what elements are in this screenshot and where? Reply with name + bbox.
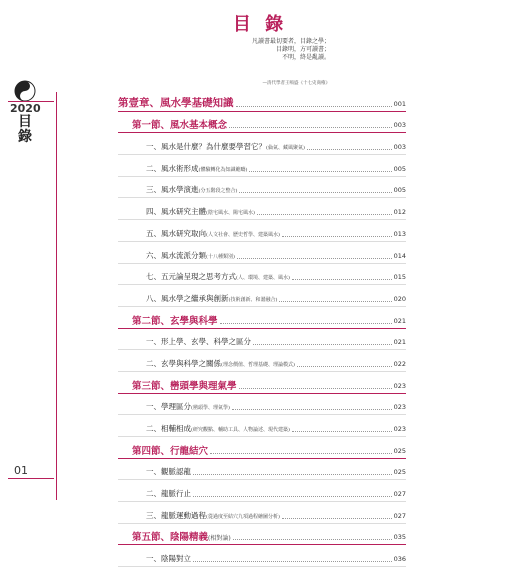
toc-page-number: 025: [393, 468, 406, 477]
toc-item[interactable]: [118, 350, 406, 372]
toc-entry-label: [118, 488, 191, 501]
toc-page-number: 023: [393, 425, 406, 433]
toc-page-number: 001: [393, 99, 406, 108]
toc-entry-title: 二、風水術形成: [146, 163, 199, 173]
toc-leader-dots: [239, 387, 392, 389]
toc-item[interactable]: [118, 329, 406, 351]
toc-entry-title: 二、龍脈行止: [146, 489, 191, 499]
toc-leader-dots: [229, 126, 392, 128]
toc-entry-label: [118, 443, 208, 458]
toc-leader-dots: [220, 322, 392, 324]
toc-section[interactable]: [118, 112, 406, 134]
toc-leader-dots: [236, 105, 392, 107]
toc-item[interactable]: [118, 242, 406, 264]
toc-leader-dots: [307, 148, 392, 150]
toc-entry-label: [118, 250, 235, 263]
toc-item[interactable]: [118, 177, 406, 199]
toc-page-number: 023: [393, 403, 406, 412]
toc-entry-note: (巒頭學、理氣學): [191, 405, 230, 412]
toc-entry-title: 一、風水是什麼？為什麼要學習它？: [146, 142, 266, 152]
toc-page-number: 015: [393, 273, 406, 282]
toc-entry-label: [118, 378, 237, 393]
toc-entry-label: [118, 529, 231, 544]
toc-leader-dots: [282, 517, 392, 519]
toc-entry-note: (陰宅風水、陽宅風水): [206, 210, 255, 217]
toc-entry-label: [118, 163, 247, 176]
toc-leader-dots: [257, 213, 392, 215]
toc-entry-note: (相對論): [208, 535, 231, 543]
toc-entry-label: [118, 510, 280, 523]
toc-entry-label: [118, 293, 277, 306]
toc-page-number: 036: [393, 555, 406, 564]
toc-page-number: 023: [393, 381, 406, 390]
yin-yang-logo-icon: [14, 80, 36, 102]
toc-page-number: 022: [393, 359, 406, 368]
toc-item[interactable]: [118, 394, 406, 416]
toc-item[interactable]: [118, 415, 406, 437]
epigraph-line: 目錄明，方可讀書；: [275, 46, 330, 53]
toc-entry-label: [118, 206, 255, 219]
toc-leader-dots: [193, 560, 392, 562]
sidebar-year: 2020: [10, 102, 41, 115]
toc-entry-label: [118, 358, 295, 371]
toc-entry-note: (倫氣、藏風聚氣): [266, 145, 305, 152]
toc-leader-dots: [279, 300, 391, 302]
table-of-contents: [118, 90, 406, 567]
toc-entry-label: [118, 95, 234, 111]
toc-page-number: 027: [393, 511, 406, 520]
toc-page-number: 027: [393, 490, 406, 499]
toc-entry-label: [118, 401, 230, 414]
toc-entry-title: 第四節、行龍結穴: [132, 445, 209, 457]
toc-section[interactable]: [118, 524, 406, 546]
toc-entry-note: (體驗轉化為知識範疇): [198, 166, 248, 173]
toc-entry-title: 一、觀脈認龍: [146, 467, 191, 477]
toc-entry-label: [118, 271, 290, 284]
toc-entry-title: 一、學理區分: [146, 402, 191, 412]
toc-item[interactable]: [118, 285, 406, 307]
toc-leader-dots: [233, 538, 392, 540]
toc-page-number: 020: [393, 294, 406, 303]
page-title: 目 錄: [232, 14, 288, 35]
toc-leader-dots: [237, 257, 392, 259]
toc-leader-dots: [232, 408, 392, 410]
toc-entry-title: 第五節、陰陽精義: [132, 532, 209, 544]
toc-section[interactable]: [118, 372, 406, 394]
toc-entry-title: 第三節、巒頭學與理氣學: [132, 380, 237, 392]
toc-entry-label: [118, 336, 251, 349]
toc-entry-label: [118, 228, 280, 241]
toc-leader-dots: [282, 235, 392, 237]
sidebar-label: 目錄: [18, 114, 32, 145]
toc-leader-dots: [297, 365, 392, 367]
page-number-rule: [8, 478, 54, 479]
toc-entry-title: 七、五元論呈現之思考方式: [146, 272, 236, 282]
toc-item[interactable]: [118, 198, 406, 220]
toc-leader-dots: [292, 278, 392, 280]
toc-item[interactable]: [118, 264, 406, 286]
toc-entry-note: (分五階段之整合): [198, 188, 238, 195]
toc-entry-note: (研究觀點、輔助工具、人物論述、現代建築): [191, 427, 290, 433]
toc-entry-title: 二、相輔相成: [146, 424, 191, 433]
toc-leader-dots: [193, 495, 392, 497]
toc-item[interactable]: [118, 155, 406, 177]
toc-entry-title: 三、龍脈運動過程: [146, 510, 206, 520]
toc-item[interactable]: [118, 502, 406, 524]
toc-page-number: 035: [393, 533, 406, 542]
epigraph-line: 不明，終是亂讀。: [281, 54, 330, 61]
toc-page-number: 005: [393, 164, 406, 173]
toc-page-number: 025: [393, 446, 406, 455]
toc-leader-dots: [239, 191, 391, 193]
toc-entry-title: 第一節、風水基本概念: [132, 120, 228, 132]
toc-item[interactable]: [118, 133, 406, 155]
toc-section[interactable]: [118, 307, 406, 329]
toc-entry-label: [118, 117, 227, 132]
toc-item[interactable]: [118, 480, 406, 502]
toc-entry-label: [118, 466, 191, 479]
sidebar-vertical-rule: [56, 92, 57, 500]
epigraph: [200, 38, 330, 62]
toc-leader-dots: [253, 343, 392, 345]
epigraph-line: 凡讀書最切要者，目錄之學；: [251, 38, 330, 45]
toc-section[interactable]: [118, 437, 406, 459]
toc-entry-note: (十八種類別): [206, 253, 235, 260]
toc-page-number: 003: [393, 143, 406, 152]
toc-entry-title: 六、風水流派分類: [146, 250, 206, 260]
toc-entry-title: 第壹章、風水學基礎知識: [118, 96, 234, 109]
toc-item[interactable]: [118, 459, 406, 481]
toc-page-number: 005: [393, 186, 406, 195]
toc-page-number: 012: [393, 208, 406, 217]
toc-entry-note: (技術創新、和諧融合): [228, 296, 278, 303]
toc-entry-title: 一、陰陽對立: [146, 554, 191, 564]
toc-page-number: 021: [393, 316, 406, 325]
toc-page-number: 013: [393, 229, 406, 238]
toc-entry-label: [118, 141, 305, 154]
toc-entry-note: (從過度至結穴九項過程繪圖分析): [206, 513, 280, 520]
toc-entry-title: 二、玄學與科學之關係: [146, 358, 221, 368]
toc-leader-dots: [193, 473, 392, 475]
toc-page-number: 014: [393, 251, 406, 260]
toc-page-number: 003: [393, 121, 406, 130]
toc-entry-title: 五、風水研究取向: [146, 228, 206, 238]
toc-entry-label: [118, 423, 290, 436]
toc-entry-title: 三、風水學演進: [146, 185, 199, 195]
toc-entry-note: (理念價值、哲理基礎、理論模式): [221, 361, 295, 368]
toc-entry-title: 八、風水學之繼承與創新: [146, 293, 229, 303]
toc-entry-title: 第二節、玄學與科學: [132, 315, 218, 327]
toc-page-number: 021: [393, 338, 406, 347]
toc-entry-label: [118, 313, 218, 328]
toc-entry-note: (人、環境、建築、風水): [236, 275, 290, 282]
toc-item[interactable]: [118, 545, 406, 567]
toc-entry-label: [118, 553, 191, 566]
page-number: 01: [14, 464, 28, 477]
epigraph-source: —清代學者王鳴盛《十七史商榷》: [262, 81, 330, 86]
toc-entry-title: 一、形上學、玄學、科學之區分: [146, 337, 251, 347]
toc-item[interactable]: [118, 220, 406, 242]
toc-entry-label: [118, 184, 237, 197]
toc-leader-dots: [292, 430, 392, 432]
toc-chapter[interactable]: [118, 90, 406, 112]
toc-leader-dots: [249, 170, 391, 172]
toc-entry-title: 四、風水研究主體: [146, 207, 206, 217]
toc-leader-dots: [210, 452, 392, 454]
toc-entry-note: (人文社會、歷史哲學、建築風水): [206, 231, 280, 238]
